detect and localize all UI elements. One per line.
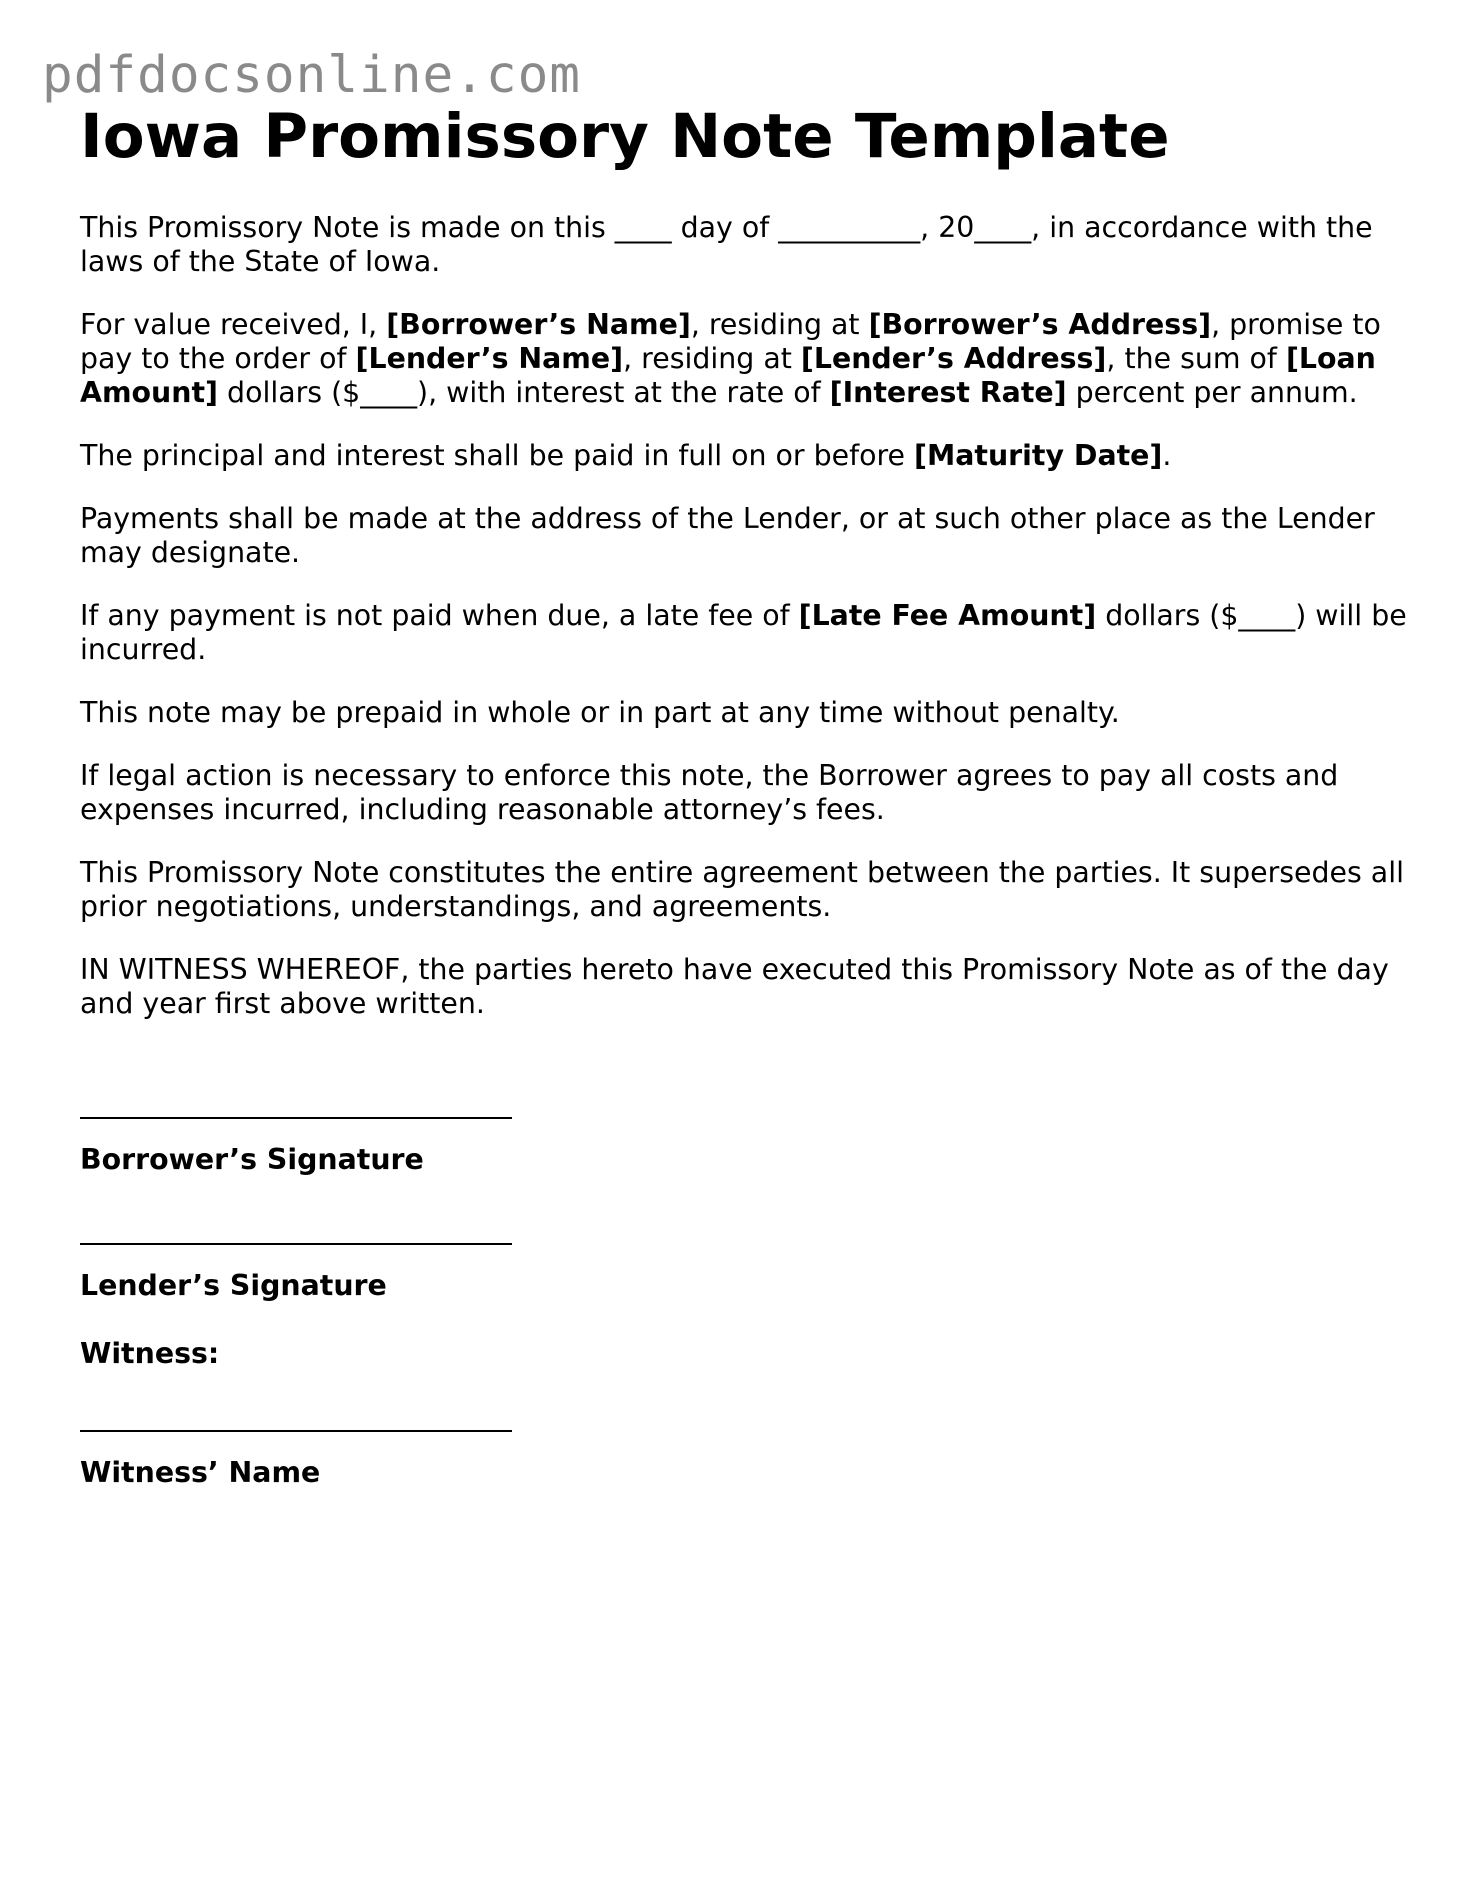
- witness-heading: Witness:: [80, 1337, 220, 1370]
- maturity-date-placeholder: [Maturity Date]: [914, 439, 1163, 472]
- paragraph-legal-action: If legal action is necessary to enforce this note, the Borrower agrees to pay all costs and expenses incurred, including reasonable attorney’s fees.: [80, 759, 1339, 826]
- lender-signature-label: Lender’s Signature: [80, 1269, 387, 1302]
- borrower-address-placeholder: [Borrower’s Address]: [868, 308, 1212, 341]
- witness-name-label: Witness’ Name: [80, 1456, 321, 1489]
- paragraph-witness-whereof: IN WITNESS WHEREOF, the parties hereto have executed this Promissory Note as of the day and year first above written.: [80, 953, 1389, 1020]
- borrower-signature-line[interactable]: [80, 1117, 512, 1119]
- borrower-name-placeholder: [Borrower’s Name]: [386, 308, 691, 341]
- paragraph-prepayment: This note may be prepaid in whole or in part at any time without penalty.: [80, 696, 1120, 729]
- paragraph-maturity: The principal and interest shall be paid in full on or before [Maturity Date].: [80, 439, 1172, 472]
- borrower-signature-block: [80, 1093, 520, 1177]
- paragraph-late-fee: If any payment is not paid when due, a late fee of [Late Fee Amount] dollars ($____) will be incurred.: [80, 599, 1407, 666]
- document-title: Iowa Promissory Note Template: [80, 101, 1170, 172]
- lender-name-placeholder: [Lender’s Name]: [355, 342, 624, 375]
- document-body: [80, 211, 1410, 1050]
- paragraph-promise: For value received, I, [Borrower’s Name], residing at [Borrower’s Address], promise to pay to the order of [Lender’s Name], residing at [Lender’s Address], the sum of [Loan Amount] dollars ($____), with interest at the rate of [Interest Rate] percent per annum.: [80, 308, 1381, 409]
- witness-signature-line[interactable]: [80, 1430, 512, 1432]
- borrower-signature-label: Borrower’s Signature: [80, 1143, 424, 1176]
- paragraph-payments: Payments shall be made at the address of the Lender, or at such other place as the Lender may designate.: [80, 502, 1375, 569]
- lender-signature-line[interactable]: [80, 1243, 512, 1245]
- lender-address-placeholder: [Lender’s Address]: [800, 342, 1107, 375]
- loan-amount-placeholder: [Loan Amount]: [80, 342, 1376, 409]
- watermark: pdfdocsonline.com: [42, 46, 581, 105]
- interest-rate-placeholder: [Interest Rate]: [829, 376, 1067, 409]
- late-fee-placeholder: [Late Fee Amount]: [798, 599, 1097, 632]
- paragraph-entire-agreement: This Promissory Note constitutes the entire agreement between the parties. It supersedes all prior negotiations, understandings, and agreements.: [80, 856, 1404, 923]
- lender-signature-block: [80, 1219, 520, 1303]
- paragraph-date: This Promissory Note is made on this ____ day of __________, 20____, in accordance with the laws of the State of Iowa.: [80, 211, 1373, 278]
- witness-signature-block: [80, 1337, 520, 1490]
